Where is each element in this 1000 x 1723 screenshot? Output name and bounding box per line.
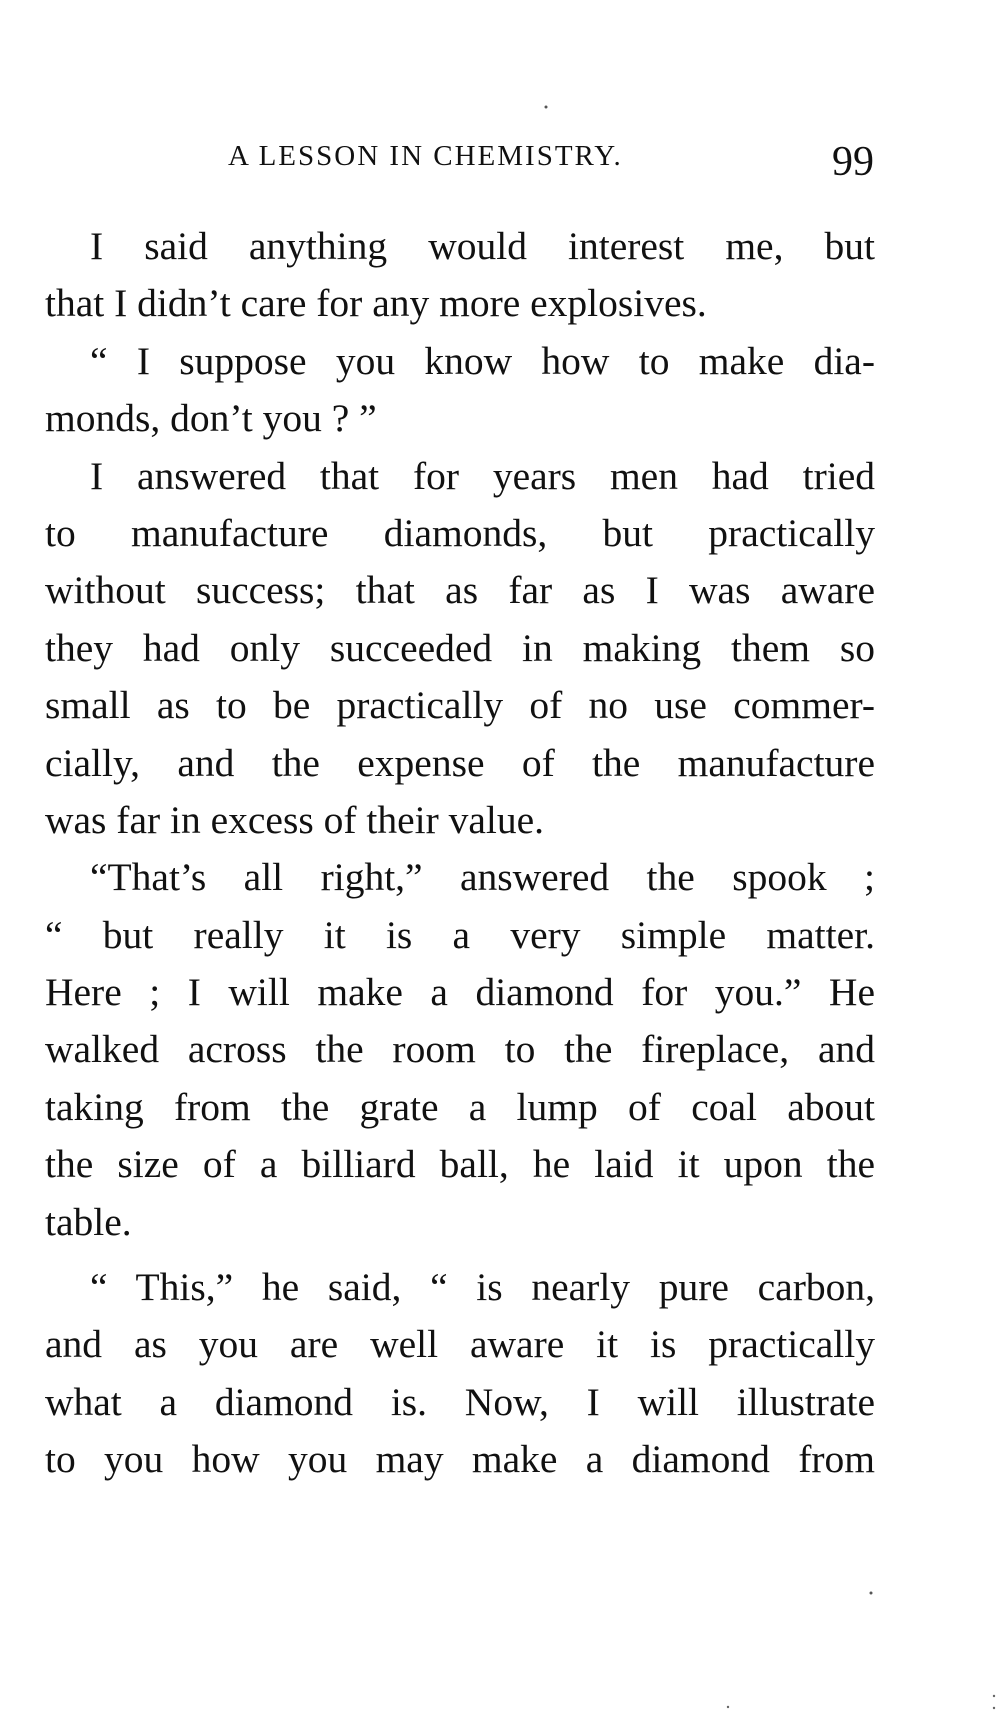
scan-speck [727, 1706, 729, 1708]
text-line: and as you are well aware it is practically [45, 1322, 875, 1367]
text-line: I answered that for years men had tried [90, 453, 875, 498]
scan-speck [870, 1592, 873, 1595]
scan-speck [993, 1707, 995, 1709]
text-line: the size of a billiard ball, he laid it upon the [45, 1142, 875, 1187]
text-line: “That’s all right,” answered the spook ; [90, 855, 875, 900]
text-line: was far in excess of their value. [45, 797, 545, 842]
text-line: that I didn’t care for any more explosives. [45, 281, 707, 326]
text-line: table. [45, 1199, 132, 1244]
text-line: to you how you may make a diamond from [45, 1437, 875, 1482]
text-line: monds, don’t you ? ” [45, 396, 377, 441]
text-line: I said anything would interest me, but [90, 224, 875, 268]
text-line: “ This,” he said, “ is nearly pure carbon, [90, 1265, 875, 1310]
scan-speck [545, 106, 548, 109]
running-head-title: A LESSON IN CHEMISTRY. [228, 140, 623, 172]
text-line: “ I suppose you know how to make dia- [90, 338, 875, 383]
text-line: cially, and the expense of the manufacture [45, 740, 875, 785]
text-line: they had only succeeded in making them so [45, 625, 875, 670]
scan-speck [993, 1695, 995, 1697]
text-line: what a diamond is. Now, I will illustrate [45, 1379, 875, 1424]
text-line: small as to be practically of no use commer- [45, 683, 875, 728]
text-line: to manufacture diamonds, but practically [45, 510, 875, 555]
text-line: taking from the grate a lump of coal about [45, 1084, 875, 1129]
text-line: walked across the room to the fireplace, and [45, 1027, 875, 1072]
page-number: 99 [832, 139, 874, 185]
text-line: Here ; I will make a diamond for you.” He [45, 970, 875, 1015]
text-line: without success; that as far as I was aware [45, 568, 875, 613]
text-line: “ but really it is a very simple matter. [45, 912, 875, 957]
